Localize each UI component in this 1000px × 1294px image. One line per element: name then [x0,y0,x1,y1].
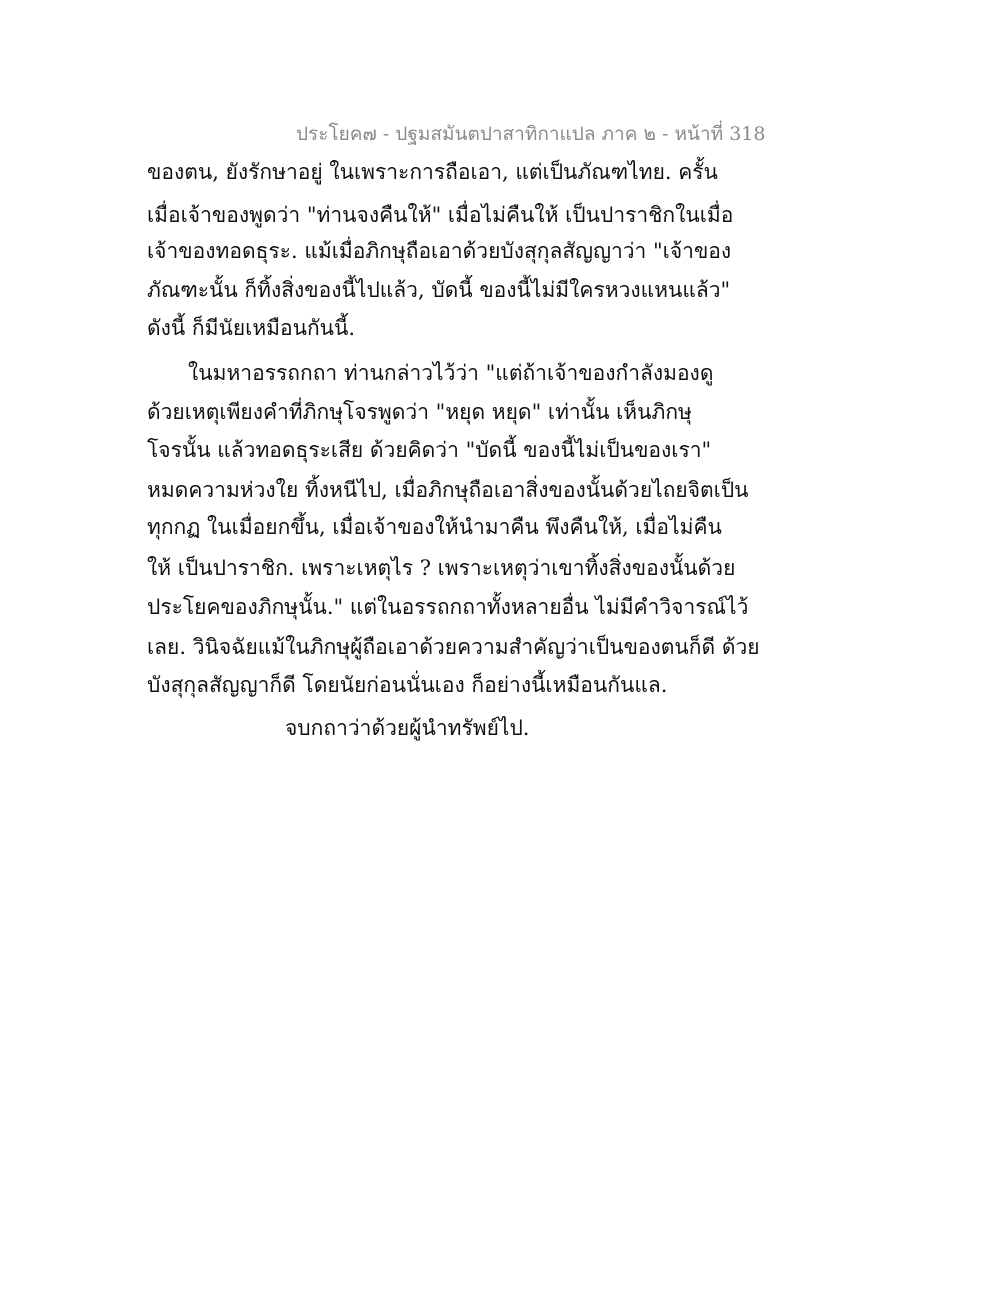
text-line: ให้ เป็นปาราชิก. เพราะเหตุไร ? เพราะเหตุว่าเขาทิ้งสิ่งของนั้นด้วย [147,556,736,580]
section-end-line: จบกถาว่าด้วยผู้นำทรัพย์ไป. [285,716,530,740]
text-line: ทุกกฏ ในเมื่อยกขึ้น, เมื่อเจ้าของให้นำมาคืน พึงคืนให้, เมื่อไม่คืน [147,515,722,539]
paragraph-start-line: ในมหาอรรถกถา ท่านกล่าวไว้ว่า "แต่ถ้าเจ้าของกำลังมองดู [188,361,714,385]
running-header: ประโยค๗ - ปฐมสมันตปาสาทิกาแปล ภาค ๒ - หน้าที่ 318 [296,123,766,145]
text-line: ประโยคของภิกษุนั้น." แต่ในอรรถกถาทั้งหลายอื่น ไม่มีคำวิจารณ์ไว้ [147,595,749,619]
text-line: บังสุกุลสัญญาก็ดี โดยนัยก่อนนั่นเอง ก็อย่างนี้เหมือนกันแล. [147,673,668,697]
text-line: หมดความห่วงใย ทิ้งหนีไป, เมื่อภิกษุถือเอาสิ่งของนั้นด้วยไถยจิตเป็น [147,478,749,502]
text-line: เมื่อเจ้าของพูดว่า "ท่านจงคืนให้" เมื่อไม่คืนให้ เป็นปาราชิกในเมื่อ [147,203,734,227]
text-line: ของตน, ยังรักษาอยู่ ในเพราะการถือเอา, แต่เป็นภัณฑไทย. ครั้น [147,160,718,184]
text-line: ภัณฑะนั้น ก็ทิ้งสิ่งของนี้ไปแล้ว, บัดนี้ ของนี้ไม่มีใครหวงแหนแล้ว" [147,278,731,302]
text-line: ด้วยเหตุเพียงคำที่ภิกษุโจรพูดว่า "หยุด หยุด" เท่านั้น เห็นภิกษุ [147,400,692,424]
text-line: โจรนั้น แล้วทอดธุระเสีย ด้วยคิดว่า "บัดนี้ ของนี้ไม่เป็นของเรา" [147,438,712,462]
text-line: เจ้าของทอดธุระ. แม้เมื่อภิกษุถือเอาด้วยบังสุกุลสัญญาว่า "เจ้าของ [147,239,732,263]
text-line: เลย. วินิจฉัยแม้ในภิกษุผู้ถือเอาด้วยความสำคัญว่าเป็นของตนก็ดี ด้วย [147,635,760,659]
text-line: ดังนี้ ก็มีนัยเหมือนกันนี้. [147,316,356,340]
